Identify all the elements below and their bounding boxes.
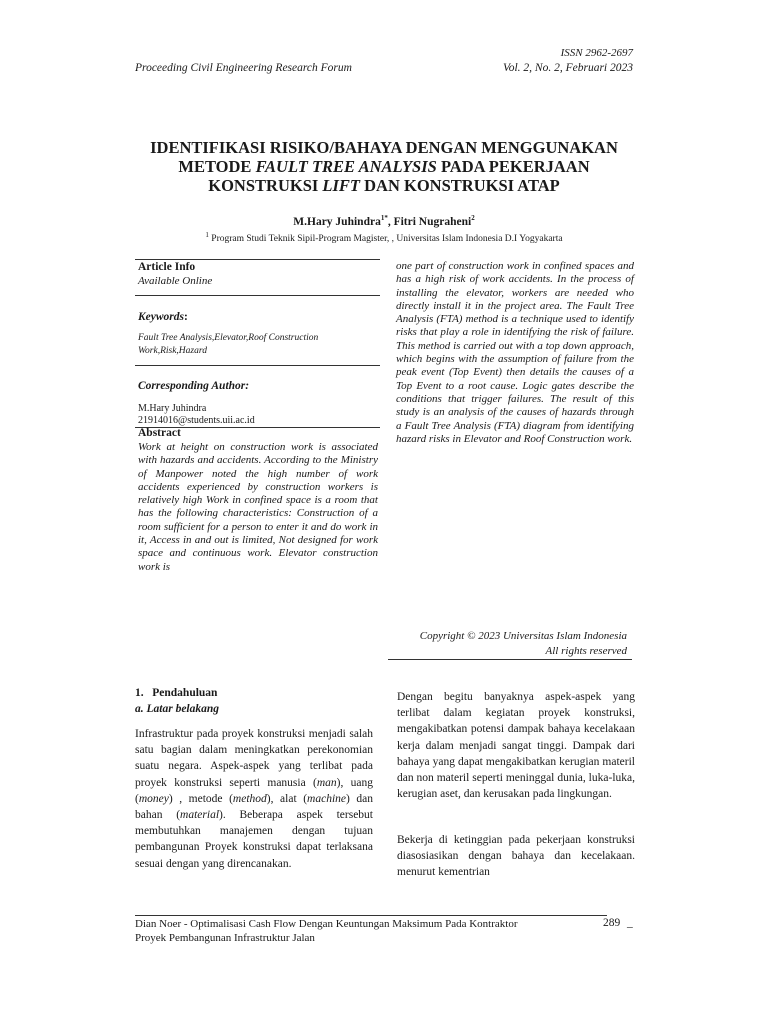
section-heading: 1. Pendahuluan — [135, 687, 218, 699]
copyright-line: Copyright © 2023 Universitas Islam Indonesia — [419, 630, 627, 642]
paragraph-1-segment: ) , metode ( — [168, 792, 233, 805]
paragraph-1-segment: ), alat ( — [266, 792, 308, 805]
title-line-3: KONSTRUKSI LIFT DAN KONSTRUKSI ATAP — [208, 176, 560, 195]
paragraph-1-segment: ) dan bahan ( — [135, 792, 373, 822]
paragraph-1-segment: machine — [307, 792, 346, 805]
corresponding-heading: Corresponding Author: — [138, 380, 250, 392]
keywords-heading: Keywords: — [138, 311, 188, 323]
rights-reserved: All rights reserved — [545, 645, 627, 657]
paragraph-1-segment: man — [316, 776, 337, 789]
paragraph-3: Bekerja di ketinggian pada pekerjaan konstruksi diasosiasikan dengan bahaya dan kecelakaan. menurut kementrian — [397, 834, 635, 879]
abstract-heading: Abstract — [138, 427, 181, 439]
paragraph-2: Dengan begitu banyaknya aspek-aspek yang terlibat dalam kegiatan proyek konstruksi, mengakibatkan potensi dampak bahaya kecelakaan kerja dalam menjadi sangat tinggi. Dampak dari bahaya yang dapat mengakibatkan kerugian materil dan non materil seperti meninggal dunia, luka-luka, kerugian aset, dan kerusakan pada lingkungan. — [397, 691, 635, 801]
corresponding-name: M.Hary Juhindra — [138, 403, 207, 414]
title-line-1: IDENTIFIKASI RISIKO/BAHAYA DENGAN MENGGUNAKAN — [150, 138, 618, 157]
abstract-right: one part of construction work in confined spaces and has a high risk of work accidents. In the process of installing the elevator, workers are needed who directly install it in the project area. The Fault Tree Analysis (FTA) method is a technique used to identify risks that play a role in identifying the risk of failure. This method is carried out with a top down approach, which begins with the assumption of failure from the peak event (Top Event) then details the causes of a Top Event to a root cause. Logic gates describe the conditions that trigger failures. The result of this study is an analysis of the causes of hazards through a Fault Tree Analysis (FTA) diagram from identifying hazard risks in Elevator and Roof Construction work. — [396, 260, 634, 445]
paper-title — [100, 138, 668, 195]
paragraph-1-segment: ). Beberapa aspek tersebut membutuhkan manajemen dengan tujuan pembangunan Proyek konstruksi dapat terlaksana sesuai dengan yang direncanakan. — [135, 809, 373, 870]
journal-name: Proceeding Civil Engineering Research Forum — [135, 62, 352, 74]
abstract-left: Work at height on construction work is associated with hazards and accidents. According to the Ministry of Manpower noted the high number of work accidents experienced by construction workers is relatively high Work in confined space is a room that has the following characteristics: Construction of a room sufficient for a person to enter it and do work in it, Access in and out is limited, Not designed for work space and continuous work. Elevator construction work is — [138, 441, 378, 573]
article-info-heading: Article Info — [138, 261, 196, 273]
corresponding-email[interactable]: 21914016@students.uii.ac.id — [138, 415, 255, 426]
author-2: Fitri Nugraheni — [393, 215, 472, 228]
copyright-rule — [388, 659, 632, 660]
article-info-rule-2 — [135, 295, 380, 296]
title-line-2: METODE FAULT TREE ANALYSIS PADA PEKERJAAN — [178, 157, 590, 176]
paragraph-1-segment: ), uang ( — [135, 776, 373, 805]
keywords-list: Fault Tree Analysis,Elevator,Roof Construction Work,Risk,Hazard — [138, 333, 319, 356]
affiliation: $^1$ Program Studi Teknik Sipil-Program Magister, , Universitas Islam Indonesia D.I Yogyakarta — [205, 231, 563, 245]
page-number: 289 — [603, 917, 621, 929]
article-info-rule-3 — [135, 365, 380, 366]
article-status: Available Online — [138, 275, 213, 287]
paragraph-1-segment: method — [232, 792, 267, 805]
authors: M.Hary Juhindra$^{1*}$, Fitri Nugraheni$^2$ — [293, 214, 475, 228]
paragraph-1 — [135, 726, 373, 872]
footer-citation: Dian Noer - Optimalisasi Cash Flow Dengan Keuntungan Maksimum Pada Kontraktor Proyek Pembangunan Infrastruktur Jalan — [135, 918, 518, 944]
paragraph-1-segment: material — [180, 809, 220, 822]
paragraph-1-segment: money — [138, 792, 169, 805]
subsection-heading: a. Latar belakang — [135, 703, 220, 715]
issn: ISSN 2962-2697 — [560, 47, 633, 59]
footer-rule — [135, 915, 607, 916]
paragraph-1-segment: Infrastruktur pada proyek konstruksi menjadi salah satu bagian dalam meningkatkan perekonomian suatu negara. Aspek-aspek yang terlibat pada proyek konstruksi seperti manusia ( — [135, 728, 373, 789]
author-1: M.Hary Juhindra — [293, 215, 381, 228]
footer-dash: _ — [627, 917, 633, 929]
volume-info: Vol. 2, No. 2, Februari 2023 — [502, 62, 633, 74]
